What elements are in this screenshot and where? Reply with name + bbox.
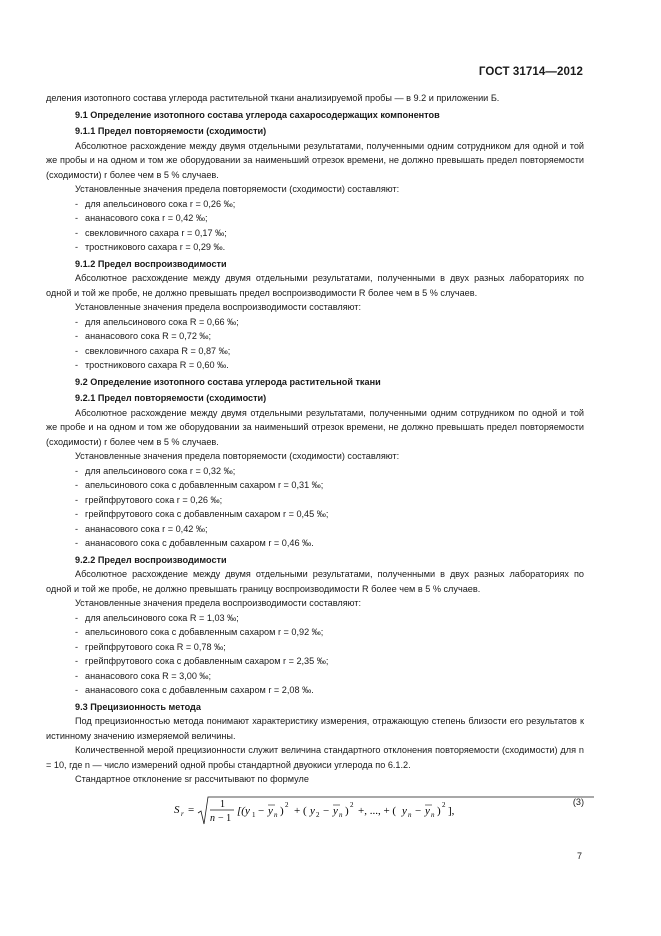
svg-text:): ) [345,804,349,817]
section-9-3-paragraph-1: Под прецизионностью метода понимают характеристику измерения, отражающую степень близости его результатов к истинному значению измеряемой величины. [46,716,584,741]
list-item: - ананасового сока с добавленным сахаром r = 2,08 ‰. [46,683,584,698]
section-9-2-1-heading: 9.2.1 Предел повторяемости (сходимости) [75,393,267,403]
section-9-3-paragraph-2: Количественной мерой прецизионности служит величина стандартного отклонения повторяемости (сходимости) для n = 10, где n — число измерений одной пробы стандартной двуокиси углерода по 6.1.2. [46,745,584,770]
svg-text:2: 2 [316,810,320,819]
svg-text:1: 1 [252,810,256,819]
std-deviation-formula [174,793,594,829]
page-number: 7 [577,851,583,861]
svg-text:+ (: + ( [294,804,307,817]
svg-text:=: = [188,803,195,816]
list-item: - для апельсинового сока R = 0,66 ‰; [46,315,584,330]
list-item: - для апельсинового сока R = 1,03 ‰; [46,611,584,626]
list-item: - для апельсинового сока r = 0,32 ‰; [46,464,584,479]
section-9-1-1-intro: Установленные значения предела повторяемости (сходимости) составляют: [75,184,400,194]
section-9-2-heading: 9.2 Определение изотопного состава углерода растительной ткани [75,376,381,387]
document-code: ГОСТ 31714—2012 [478,66,583,78]
svg-text:y: y [268,804,273,817]
svg-text:): ) [280,804,284,817]
list-item: - ананасового сока R = 3,00 ‰; [46,669,584,684]
section-9-2-2-intro: Установленные значения предела воспроизводимости составляют: [75,598,361,608]
list-item: - апельсинового сока с добавленным сахаром r = 0,31 ‰; [46,478,584,493]
section-9-3-heading: 9.3 Прецизионность метода [75,701,201,712]
svg-text:[(y: [(y [237,804,250,817]
list-item: - апельсинового сока с добавленным сахаром r = 0,92 ‰; [46,625,584,640]
list-item: - грейпфрутового сока с добавленным сахаром r = 2,35 ‰; [46,654,584,669]
svg-text:n: n [408,810,412,819]
section-9-2-1-text: Абсолютное расхождение между двумя отдельными результатами, полученными одним сотрудником по одной и той же пробе и на одном и том же оборудовании за наименьший отрезок времени, не должно превышать предел повторяемости (сходимости) r более чем в 5 % случаев. [46,407,584,447]
list-item: - грейпфрутового сока R = 0,78 ‰; [46,640,584,655]
list-item: - ананасового сока r = 0,42 ‰; [46,522,584,537]
document-body [46,91,584,827]
section-9-3-paragraph-3: Стандартное отклонение sr рассчитывают по формуле [75,774,309,784]
equation-number: (3) [572,796,584,807]
svg-text:−: − [258,804,265,817]
list-item: - ананасового сока с добавленным сахаром r = 0,46 ‰. [46,536,584,551]
svg-text:S: S [174,803,180,816]
list-item: - грейпфрутового сока r = 0,26 ‰; [46,493,584,508]
svg-text:y: y [310,804,315,817]
svg-text:): ) [437,804,441,817]
section-9-1-2-heading: 9.1.2 Предел воспроизводимости [75,258,227,269]
section-9-1-1-heading: 9.1.1 Предел повторяемости (сходимости) [75,126,267,136]
svg-text:+, ..., + (: +, ..., + ( [358,804,397,817]
svg-text:y: y [425,804,430,817]
svg-text:n: n [431,810,435,819]
svg-text:2: 2 [285,800,289,809]
svg-text:−: − [415,804,422,817]
svg-text:n: n [210,812,215,824]
section-9-1-2-text: Абсолютное расхождение между двумя отдельными результатами, полученными в двух разных лабораториях по одной и той же пробе, не должно превышать предел воспроизводимости R более чем в 5 % случаев. [46,273,584,298]
svg-text:r: r [181,809,184,818]
svg-text:1: 1 [220,798,225,810]
section-9-1-heading: 9.1 Определение изотопного состава углерода сахаросодержащих компонентов [75,109,440,120]
svg-text:y: y [402,804,407,817]
svg-text:],: ], [448,804,455,817]
section-9-1-2-intro: Установленные значения предела воспроизводимости составляют: [75,302,361,312]
svg-text:n: n [274,810,278,819]
svg-text:2: 2 [442,800,446,809]
list-item: - ананасового сока R = 0,72 ‰; [46,329,584,344]
svg-text:− 1: − 1 [218,812,232,824]
section-9-2-2-text: Абсолютное расхождение между двумя отдельными результатами, полученными в двух разных лабораториях по одной и той же пробе, не должно превышать границу воспроизводимости R более чем в 5 % случаев. [46,569,584,594]
section-9-2-1-intro: Установленные значения предела повторяемости (сходимости) составляют: [75,451,400,461]
section-9-1-1-text: Абсолютное расхождение между двумя отдельными результатами, полученными одним сотрудником для одной и той же пробы и на одном и том же оборудовании за наименьший отрезок времени, не должно превышать предел повторяемости (сходимости) r более чем в 5 % случаев. [46,140,584,180]
list-item: - для апельсинового сока r = 0,26 ‰; [46,197,584,212]
list-item: - свекловичного сахара R = 0,87 ‰; [46,344,584,359]
list-item: - ананасового сока r = 0,42 ‰; [46,211,584,226]
list-item: - тростникового сахара r = 0,29 ‰. [46,240,584,255]
section-9-2-2-heading: 9.2.2 Предел воспроизводимости [75,554,227,565]
formula-block [46,793,584,827]
svg-text:n: n [339,810,343,819]
svg-text:y: y [333,804,338,817]
svg-text:−: − [323,804,330,817]
svg-text:2: 2 [350,800,354,809]
list-item: - свекловичного сахара r = 0,17 ‰; [46,226,584,241]
intro-paragraph: деления изотопного состава углерода растительной ткани анализируемой пробы — в 9.2 и приложении Б. [46,93,500,103]
list-item: - тростникового сахара R = 0,60 ‰. [46,358,584,373]
list-item: - грейпфрутового сока с добавленным сахаром r = 0,45 ‰; [46,507,584,522]
